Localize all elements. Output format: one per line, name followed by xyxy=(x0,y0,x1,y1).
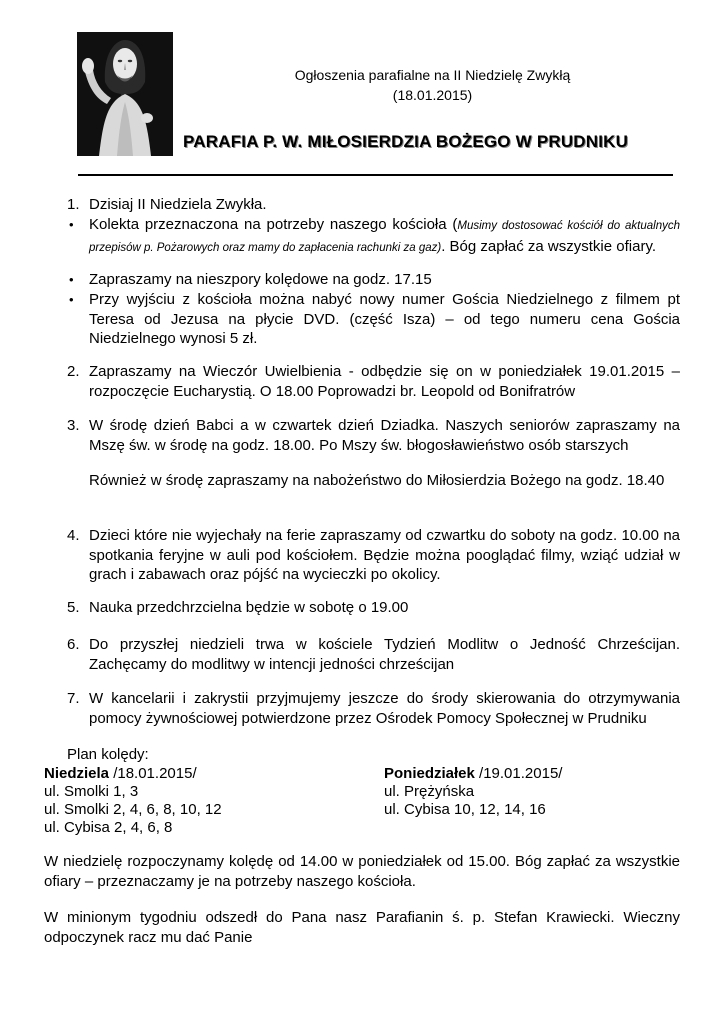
item-text: Nauka przedchrzcielna będzie w sobotę o 19.00 xyxy=(89,599,409,616)
header-date: (18.01.2015) xyxy=(392,87,473,103)
plan-right-date: /19.01.2015/ xyxy=(474,765,563,782)
header-divider xyxy=(78,174,673,176)
plan-street: ul. Cybisa 2, 4, 6, 8 xyxy=(44,819,173,836)
item-text-continued: Również w środę zapraszamy na nabożeństwo do Miłosierdzia Bożego na godz. 18.40 xyxy=(89,472,665,489)
plan-left-date: /18.01.2015/ xyxy=(109,765,197,782)
item-text: Dzieci które nie wyjechały na ferie zapraszamy od czwartku do soboty na godz. 10.00 na spotkania feryjne w auli pod kościołem. Będzie można pooglądać filmy, wziąć udział w grach i zabawach oraz pójść na wycieczki po okolicy. xyxy=(89,527,680,584)
plan-right-heading xyxy=(384,764,562,784)
plan-street: ul. Prężyńska xyxy=(384,783,475,800)
bullet-text-italic: Musimy dostosować kościół do aktualnych przepisów p. Pożarowych oraz mamy do zapłacenia rachunki za gaz) xyxy=(89,220,680,254)
item-text: Do przyszłej niedzieli trwa w kościele Tydzień Modlitw o Jedność Chrześcijan. Zachęcamy do modlitwy w intencji jedności chrześcijan xyxy=(89,636,680,673)
bullet-text-part: Kolekta przeznaczona na potrzeby naszego kościoła ( xyxy=(89,216,458,233)
closing-paragraph: W minionym tygodniu odszedł do Pana nasz Parafianin ś. p. Stefan Krawiecki. Wieczny odpoczynek racz mu dać Panie xyxy=(44,909,680,946)
item-text: Dzisiaj II Niedziela Zwykła. xyxy=(89,196,267,213)
bullet-text xyxy=(89,215,680,258)
plan-right-day: Poniedziałek xyxy=(384,765,475,782)
plan-street: ul. Smolki 1, 3 xyxy=(44,783,139,800)
item-number: 6. xyxy=(67,636,80,653)
bullet-text: Przy wyjściu z kościoła można nabyć nowy numer Gościa Niedzielnego z filmem pt Teresa od Jezusa na płycie DVD. (część Isza) – od tego numeru cena Gościa Niedzielnego wynosi 5 zł. xyxy=(89,291,680,348)
divine-mercy-image-icon xyxy=(77,32,173,156)
bullet-text: Zapraszamy na nieszpory kolędowe na godz. 17.15 xyxy=(89,271,432,288)
bullet-dot: • xyxy=(69,292,74,307)
plan-street: ul. Smolki 2, 4, 6, 8, 10, 12 xyxy=(44,801,222,818)
item-text: W kancelarii i zakrystii przyjmujemy jeszcze do środy skierowania do otrzymywania pomocy żywnościowej potwierdzone przez Ośrodek Pomocy Społecznej w Prudniku xyxy=(89,690,680,727)
closing-paragraph: W niedzielę rozpoczynamy kolędę od 14.00 w poniedziałek od 15.00. Bóg zapłać za wszystkie ofiary – przeznaczamy je na potrzeby naszego kościoła. xyxy=(44,853,680,890)
bullet-text-part: . Bóg zapłać za wszystkie ofiary. xyxy=(441,237,657,255)
item-text: W środę dzień Babci a w czwartek dzień Dziadka. Naszych seniorów zapraszamy na Mszę św. w środę na godz. 18.00. Po Mszy św. błogosławieństwo osób starszych xyxy=(89,417,680,454)
item-number: 2. xyxy=(67,363,80,380)
item-number: 3. xyxy=(67,417,80,434)
item-number: 5. xyxy=(67,599,80,616)
bullet-dot: • xyxy=(69,217,74,232)
plan-title: Plan kolędy: xyxy=(67,746,149,763)
plan-left-heading xyxy=(44,764,197,784)
item-number: 7. xyxy=(67,690,80,707)
bullet-dot: • xyxy=(69,272,74,287)
plan-left-day: Niedziela xyxy=(44,765,110,782)
item-number: 4. xyxy=(67,527,80,544)
header-title: Ogłoszenia parafialne na II Niedzielę Zwykłą xyxy=(294,67,571,83)
parish-name: PARAFIA P. W. MIŁOSIERDZIA BOŻEGO W PRUDNIKU xyxy=(183,132,629,151)
item-text: Zapraszamy na Wieczór Uwielbienia - odbędzie się on w poniedziałek 19.01.2015 – rozpoczęcie Eucharystią. O 18.00 Poprowadzi br. Leopold od Bonifratrów xyxy=(89,363,680,400)
plan-street: ul. Cybisa 10, 12, 14, 16 xyxy=(384,801,546,818)
item-number: 1. xyxy=(67,196,80,213)
